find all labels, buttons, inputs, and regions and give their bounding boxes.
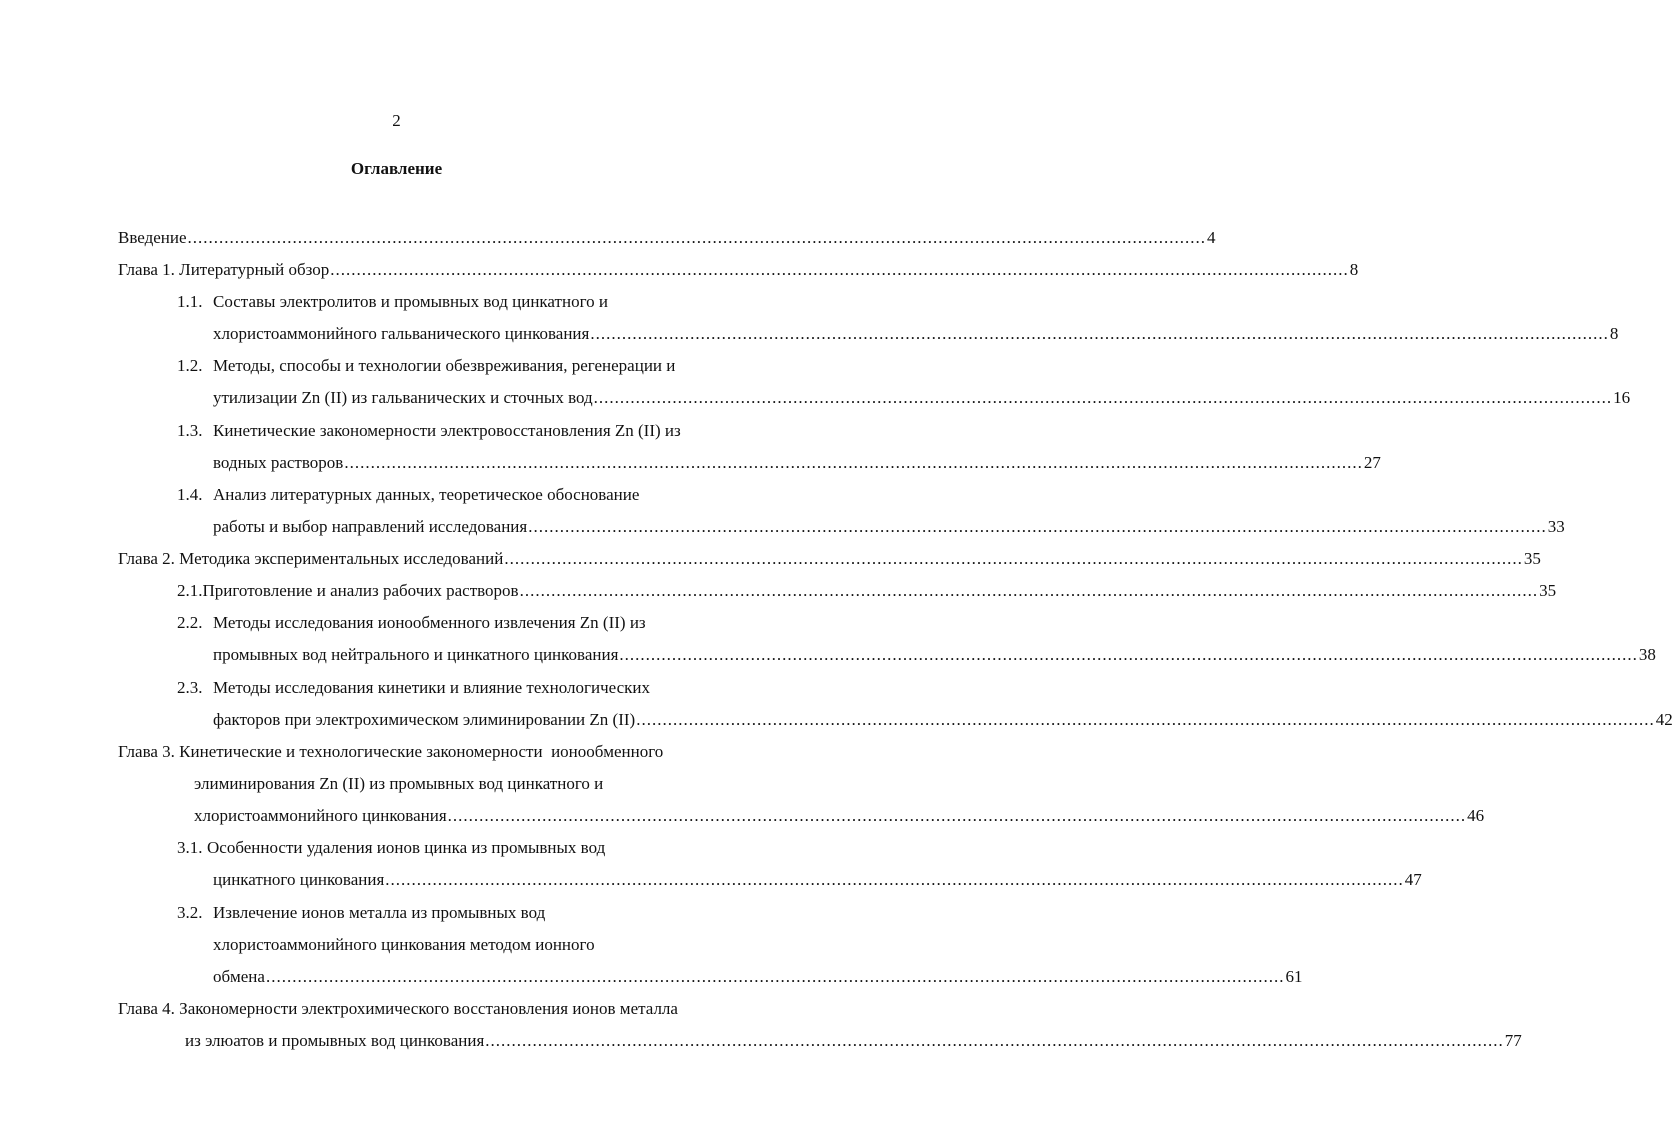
toc-entry-2-3-line2 — [213, 710, 1673, 730]
toc-entry-1-3-line1 — [177, 421, 681, 441]
entry-text: Глава 4. Закономерности электрохимического восстановления ионов металла — [118, 999, 678, 1018]
entry-text: цинкатного цинкования — [213, 870, 385, 889]
dot-leader: .................................................................................................................................................................................................. — [619, 645, 1638, 664]
dot-leader: .................................................................................................................................................................................................. — [447, 806, 1467, 825]
toc-entry-intro — [118, 228, 1216, 248]
entry-page: 61 — [1285, 967, 1303, 986]
toc-entry-3-1-line1 — [177, 838, 605, 858]
section-number: 2.3. — [177, 678, 203, 697]
toc-entry-chapter-3-line3 — [194, 806, 1485, 826]
entry-page: 33 — [1547, 517, 1565, 536]
toc-entry-3-2-line2 — [213, 935, 595, 955]
section-number: 1.4. — [177, 485, 203, 504]
dot-leader: .................................................................................................................................................................................................. — [187, 228, 1207, 247]
toc-entry-1-1-line2 — [213, 324, 1619, 344]
dot-leader: .................................................................................................................................................................................................. — [590, 324, 1609, 343]
entry-text: Составы электролитов и промывных вод цинкатного и — [213, 292, 608, 311]
toc-entry-3-2-line3 — [213, 967, 1303, 987]
toc-entry-2-1 — [177, 581, 1557, 601]
entry-text: Кинетические закономерности электровосстановления Zn (II) из — [213, 421, 681, 440]
dot-leader: .................................................................................................................................................................................................. — [593, 388, 1613, 407]
entry-page: 47 — [1404, 870, 1422, 889]
section-number: 1.3. — [177, 421, 203, 440]
entry-page: 46 — [1467, 806, 1485, 825]
toc-entry-chapter-4-line1 — [118, 999, 678, 1019]
dot-leader: .................................................................................................................................................................................................. — [330, 260, 1349, 279]
toc-entry-1-1-line1 — [177, 292, 608, 312]
dot-leader: .................................................................................................................................................................................................. — [636, 710, 1655, 729]
toc-entry-1-3-line2 — [213, 453, 1381, 473]
dot-leader: .................................................................................................................................................................................................. — [265, 967, 1285, 986]
entry-text: Особенности удаления ионов цинка из промывных вод — [207, 838, 606, 857]
section-number: 1.2. — [177, 356, 203, 375]
entry-text: Глава 2. Методика экспериментальных исследований — [118, 549, 504, 568]
toc-entry-1-4-line1 — [177, 485, 639, 505]
toc-entry-2-2-line2 — [213, 645, 1656, 665]
entry-page: 8 — [1609, 324, 1619, 343]
toc-entry-3-2-line1 — [177, 903, 545, 923]
entry-text: обмена — [213, 967, 265, 986]
toc-entry-chapter-1 — [118, 260, 1359, 280]
toc-entry-chapter-2 — [118, 549, 1541, 569]
dot-leader: .................................................................................................................................................................................................. — [519, 581, 1539, 600]
section-number: 2.1. — [177, 581, 203, 600]
dot-leader: .................................................................................................................................................................................................. — [528, 517, 1547, 536]
toc-entry-2-2-line1 — [177, 613, 646, 633]
entry-page: 8 — [1349, 260, 1359, 279]
entry-page: 77 — [1504, 1031, 1522, 1050]
entry-text: элиминирования Zn (II) из промывных вод цинкатного и — [194, 774, 604, 793]
entry-text: Приготовление и анализ рабочих растворов — [202, 581, 519, 600]
entry-page: 16 — [1613, 388, 1631, 407]
entry-page: 4 — [1207, 228, 1216, 247]
entry-text: водных растворов — [213, 453, 344, 472]
entry-text: факторов при электрохимическом элиминировании Zn (II) — [213, 710, 636, 729]
entry-page: 35 — [1523, 549, 1541, 568]
toc-entry-chapter-3-line1 — [118, 742, 663, 762]
section-number: 3.2. — [177, 903, 203, 922]
entry-text: промывных вод нейтрального и цинкатного цинкования — [213, 645, 619, 664]
entry-text: утилизации Zn (II) из гальванических и сточных вод — [213, 388, 593, 407]
dot-leader: .................................................................................................................................................................................................. — [504, 549, 1523, 568]
section-number: 2.2. — [177, 613, 203, 632]
entry-text: Анализ литературных данных, теоретическое обоснование — [213, 485, 640, 504]
entry-page: 38 — [1638, 645, 1656, 664]
entry-page: 42 — [1655, 710, 1673, 729]
page-number: 2 — [392, 111, 401, 130]
entry-text: работы и выбор направлений исследования — [213, 517, 528, 536]
dot-leader: .................................................................................................................................................................................................. — [485, 1031, 1504, 1050]
entry-text: Глава 3. Кинетические и технологические закономерности ионообменного — [118, 742, 664, 761]
dot-leader: .................................................................................................................................................................................................. — [344, 453, 1363, 472]
entry-text: Методы исследования кинетики и влияние технологических — [213, 678, 651, 697]
toc-entry-1-2-line1 — [177, 356, 675, 376]
dot-leader: .................................................................................................................................................................................................. — [385, 870, 1404, 889]
toc-entry-3-1-line2 — [213, 870, 1422, 890]
section-number: 1.1. — [177, 292, 203, 311]
entry-text: Методы исследования ионообменного извлечения Zn (II) из — [213, 613, 646, 632]
entry-text: из элюатов и промывных вод цинкования — [185, 1031, 485, 1050]
entry-text: Методы, способы и технологии обезвреживания, регенерации и — [213, 356, 676, 375]
toc-entry-2-3-line1 — [177, 678, 650, 698]
entry-text: хлористоаммонийного цинкования методом ионного — [213, 935, 595, 954]
toc-entry-chapter-4-line2 — [185, 1031, 1522, 1051]
entry-text: Извлечение ионов металла из промывных вод — [213, 903, 546, 922]
entry-text: Глава 1. Литературный обзор — [118, 260, 330, 279]
toc-title: Оглавление — [350, 159, 443, 178]
entry-text: хлористоаммонийного гальванического цинкования — [213, 324, 590, 343]
entry-page: 27 — [1363, 453, 1381, 472]
toc-entry-1-4-line2 — [213, 517, 1565, 537]
toc-entry-1-2-line2 — [213, 388, 1631, 408]
entry-text: хлористоаммонийного цинкования — [194, 806, 447, 825]
toc-entry-chapter-3-line2 — [194, 774, 603, 794]
section-number: 3.1. — [177, 838, 203, 857]
entry-text: Введение — [118, 228, 187, 247]
entry-page: 35 — [1539, 581, 1557, 600]
